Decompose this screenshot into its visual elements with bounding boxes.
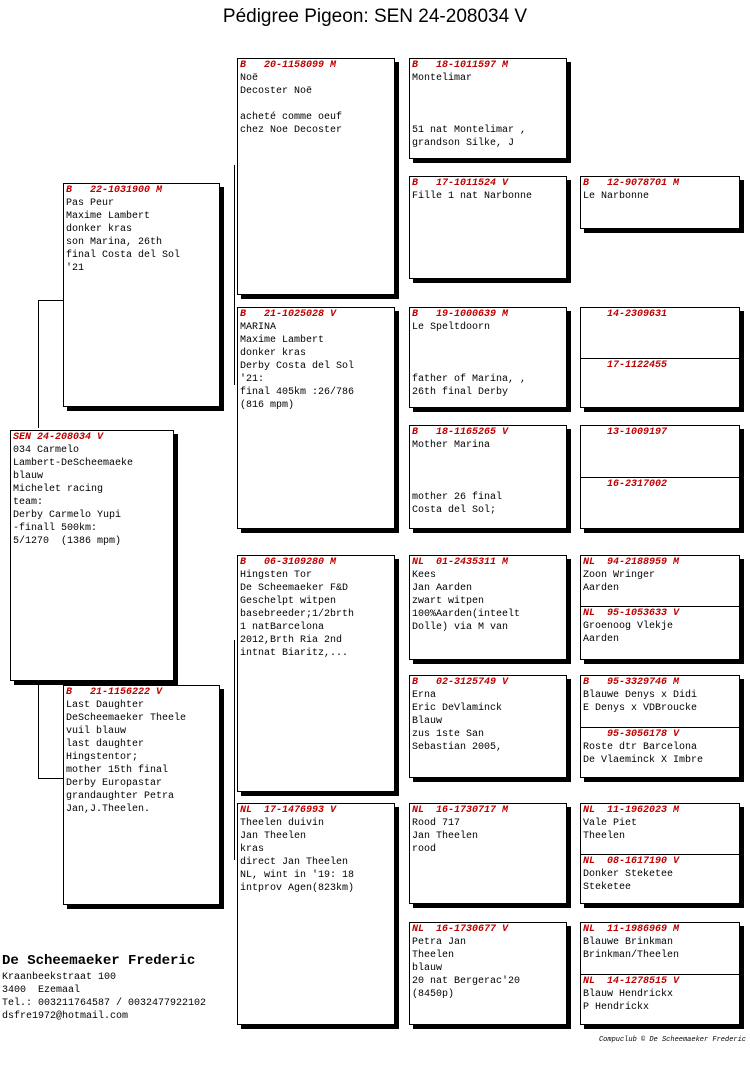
ring-number: B 02-3125749 V bbox=[412, 677, 509, 688]
ring-number: NL 17-1476993 V bbox=[240, 805, 337, 816]
card-divider bbox=[581, 606, 739, 646]
card-divider bbox=[581, 727, 739, 767]
ring-number: NL 16-1730677 V bbox=[412, 924, 509, 935]
ring-number: B 18-1011597 M bbox=[412, 60, 509, 71]
ring-number: B 18-1165265 V bbox=[412, 427, 509, 438]
great-grandparent-card bbox=[409, 803, 567, 904]
card-divider bbox=[581, 854, 739, 894]
connector-line bbox=[234, 165, 235, 385]
card-divider bbox=[581, 974, 739, 1014]
pigeon-details: Le Narbonne bbox=[583, 191, 650, 202]
owner-address: Kraanbeekstraat 100 bbox=[2, 972, 117, 983]
connector-line bbox=[38, 300, 63, 301]
great-grandparent-card bbox=[409, 555, 567, 660]
pigeon-details: MARINA Maxime Lambert donker kras Derby Costa del Sol '21: final 405km :26/786 (816 mpm) bbox=[240, 322, 355, 411]
pigeon-details: Fille 1 nat Narbonne bbox=[412, 191, 533, 202]
owner-email: dsfre1972@hotmail.com bbox=[2, 1011, 129, 1022]
pigeon-details: Rood 717 Jan Theelen rood bbox=[412, 818, 479, 855]
pigeon-details: Blauw Hendrickx P Hendrickx bbox=[583, 989, 674, 1013]
paternal-grandfather-card bbox=[237, 58, 395, 295]
ring-number: B 17-1011524 V bbox=[412, 178, 509, 189]
ring-number: B 21-1025028 V bbox=[240, 309, 337, 320]
great-great-grandparent-card bbox=[580, 307, 740, 408]
ring-number: NL 08-1617190 V bbox=[583, 856, 680, 867]
pigeon-details: Montelimar 51 nat Montelimar , grandson Silke, J bbox=[412, 73, 527, 149]
card-divider bbox=[581, 477, 739, 491]
ring-number: B 20-1158099 M bbox=[240, 60, 337, 71]
paternal-grandmother-card bbox=[237, 307, 395, 529]
owner-info bbox=[2, 951, 206, 1023]
ring-number: 17-1122455 bbox=[583, 360, 668, 371]
ring-number: B 19-1000639 M bbox=[412, 309, 509, 320]
owner-phone: Tel.: 003211764587 / 0032477922102 bbox=[2, 998, 207, 1009]
ring-number: 95-3056178 V bbox=[583, 729, 680, 740]
pigeon-details: Donker Steketee Steketee bbox=[583, 869, 674, 893]
pigeon-details: Mother Marina mother 26 final Costa del Sol; bbox=[412, 440, 503, 516]
great-grandparent-card bbox=[409, 675, 567, 778]
ring-number: 16-2317002 bbox=[583, 479, 668, 490]
pigeon-details: Blauwe Brinkman Brinkman/Theelen bbox=[583, 937, 680, 961]
ring-number: NL 11-1962023 M bbox=[583, 805, 680, 816]
pigeon-details: Kees Jan Aarden zwart witpen 100%Aarden(inteelt Dolle) via M van bbox=[412, 570, 521, 633]
father-card bbox=[63, 183, 220, 407]
pigeon-details: Groenoog Vlekje Aarden bbox=[583, 621, 674, 645]
ring-number: 13-1009197 bbox=[583, 427, 668, 438]
footer-credit: Compuclub © De Scheemaeker Frederic bbox=[598, 1036, 746, 1044]
card-divider bbox=[581, 358, 739, 372]
pigeon-details: Vale Piet Theelen bbox=[583, 818, 638, 842]
page-title: Pédigree Pigeon: SEN 24-208034 V bbox=[222, 6, 528, 27]
great-grandparent-card bbox=[409, 58, 567, 159]
connector-line bbox=[38, 678, 39, 778]
great-grandparent-card bbox=[409, 307, 567, 408]
ring-number: NL 95-1053633 V bbox=[583, 608, 680, 619]
ring-number: B 95-3329746 M bbox=[583, 677, 680, 688]
connector-line bbox=[234, 640, 235, 860]
ring-number: SEN 24-208034 V bbox=[13, 432, 104, 443]
great-great-grandparent-card bbox=[580, 425, 740, 529]
pigeon-details: Le Speltdoorn father of Marina, , 26th final Derby bbox=[412, 322, 527, 398]
pigeon-details: Noë Decoster Noë acheté comme oeuf chez Noe Decoster bbox=[240, 73, 343, 136]
mother-card bbox=[63, 685, 220, 905]
connector-line bbox=[38, 300, 39, 428]
ring-number: NL 01-2435311 M bbox=[412, 557, 509, 568]
ring-number: B 06-3109280 M bbox=[240, 557, 337, 568]
maternal-grandmother-card bbox=[237, 803, 395, 1025]
pigeon-details: Zoon Wringer Aarden bbox=[583, 570, 656, 594]
ring-number: B 22-1031900 M bbox=[66, 185, 163, 196]
pigeon-details: Roste dtr Barcelona De Vlaeminck X Imbre bbox=[583, 742, 704, 766]
ring-number: B 21-1156222 V bbox=[66, 687, 163, 698]
great-great-grandparent-card bbox=[580, 922, 740, 1025]
pigeon-details: Erna Eric DeVlaminck Blauw zus 1ste San Sebastian 2005, bbox=[412, 690, 503, 753]
pigeon-details: Theelen duivin Jan Theelen kras direct Jan Theelen NL, wint in '19: 18 intprov Agen(823km) bbox=[240, 818, 355, 894]
great-grandparent-card bbox=[409, 176, 567, 279]
great-great-grandparent-card bbox=[580, 803, 740, 904]
ring-number: 14-2309631 bbox=[583, 309, 668, 320]
great-great-grandparent-card bbox=[580, 675, 740, 778]
subject-pigeon-card bbox=[10, 430, 174, 681]
ring-number: NL 11-1986969 M bbox=[583, 924, 680, 935]
great-grandparent-card bbox=[409, 922, 567, 1025]
pigeon-details: 034 Carmelo Lambert-DeScheemaeke blauw Michelet racing team: Derby Carmelo Yupi -finall 500km: 5/1270 (1386 mpm) bbox=[13, 445, 134, 547]
maternal-grandfather-card bbox=[237, 555, 395, 792]
pigeon-details: Hingsten Tor De Scheemaeker F&D Geschelpt witpen basebreeder;1/2brth 1 natBarcelona 2012,Brth Ria 2nd intnat Biaritz,... bbox=[240, 570, 355, 659]
pigeon-details: Last Daughter DeScheemaeker Theele vuil blauw last daughter Hingstentor; mother 15th final Derby Europastar grandaughter Petra Jan,J.Theelen. bbox=[66, 700, 187, 815]
owner-name: De Scheemaeker Frederic bbox=[2, 953, 196, 969]
great-grandparent-card bbox=[409, 425, 567, 529]
ring-number: NL 14-1278515 V bbox=[583, 976, 680, 987]
great-great-grandparent-card bbox=[580, 176, 740, 229]
connector-line bbox=[38, 778, 63, 779]
pigeon-details: Petra Jan Theelen blauw 20 nat Bergerac'20 (8450p) bbox=[412, 937, 521, 1000]
ring-number: NL 16-1730717 M bbox=[412, 805, 509, 816]
pigeon-details: Blauwe Denys x Didi E Denys x VDBroucke bbox=[583, 690, 698, 714]
pigeon-details: Pas Peur Maxime Lambert donker kras son Marina, 26th final Costa del Sol '21 bbox=[66, 198, 181, 274]
great-great-grandparent-card bbox=[580, 555, 740, 660]
ring-number: NL 94-2188959 M bbox=[583, 557, 680, 568]
ring-number: B 12-9078701 M bbox=[583, 178, 680, 189]
owner-city: 3400 Ezemaal bbox=[2, 985, 81, 996]
